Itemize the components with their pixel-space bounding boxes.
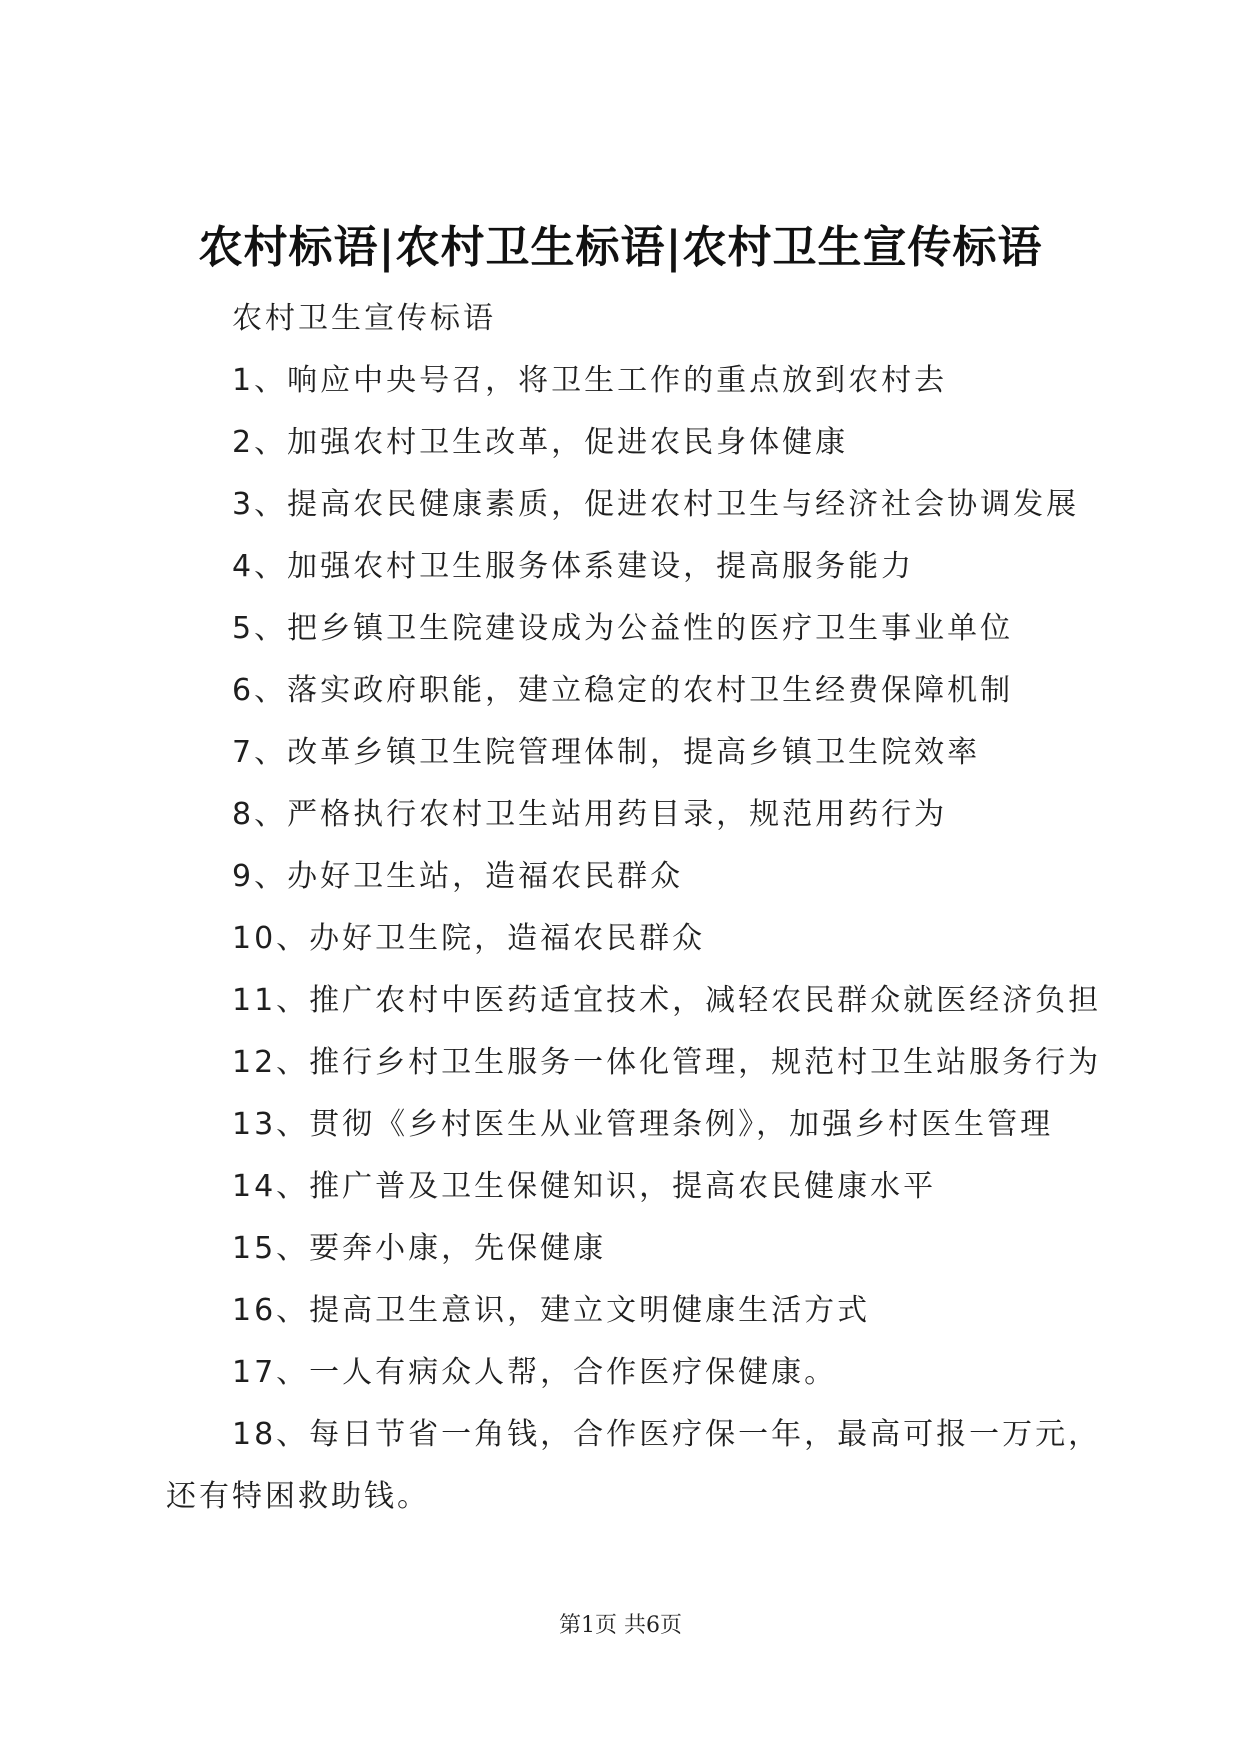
slogan-item: 17、一人有病众人帮，合作医疗保健康。 [232, 1355, 838, 1390]
slogan-item: 5、把乡镇卫生院建设成为公益性的医疗卫生事业单位 [232, 611, 1014, 646]
slogan-item: 10、办好卫生院，造福农民群众 [232, 921, 706, 956]
slogan-item: 7、改革乡镇卫生院管理体制，提高乡镇卫生院效率 [232, 735, 981, 770]
slogan-item: 16、提高卫生意识，建立文明健康生活方式 [232, 1293, 871, 1328]
slogan-item: 9、办好卫生站，造福农民群众 [232, 859, 684, 894]
slogan-item: 12、推行乡村卫生服务一体化管理，规范村卫生站服务行为 [232, 1045, 1102, 1080]
document-subtitle: 农村卫生宣传标语 [232, 301, 496, 336]
slogan-item: 14、推广普及卫生保健知识，提高农民健康水平 [232, 1169, 937, 1204]
slogan-item: 13、贯彻《乡村医生从业管理条例》，加强乡村医生管理 [232, 1107, 1054, 1142]
slogan-item: 2、加强农村卫生改革，促进农民身体健康 [232, 425, 849, 460]
slogan-item: 11、推广农村中医药适宜技术，减轻农民群众就医经济负担 [232, 983, 1102, 1018]
slogan-item-last [166, 1404, 1108, 1528]
document-body [166, 288, 1108, 1528]
slogan-item: 3、提高农民健康素质，促进农村卫生与经济社会协调发展 [232, 487, 1080, 522]
page-footer [0, 1608, 1241, 1639]
slogan-item: 6、落实政府职能，建立稳定的农村卫生经费保障机制 [232, 673, 1014, 708]
slogan-item: 8、严格执行农村卫生站用药目录，规范用药行为 [232, 797, 948, 832]
slogan-item-last-line1: 18、每日节省一角钱，合作医疗保一年，最高可报一万元， [232, 1417, 1102, 1452]
slogan-item-last-line2: 还有特困救助钱。 [166, 1479, 430, 1514]
slogan-item: 1、响应中央号召，将卫生工作的重点放到农村去 [232, 363, 948, 398]
document-title: 农村标语|农村卫生标语|农村卫生宣传标语 [198, 222, 1043, 273]
page-number: 第1页 共6页 [559, 1613, 682, 1638]
slogan-item: 15、要奔小康，先保健康 [232, 1231, 607, 1266]
slogan-item: 4、加强农村卫生服务体系建设，提高服务能力 [232, 549, 915, 584]
